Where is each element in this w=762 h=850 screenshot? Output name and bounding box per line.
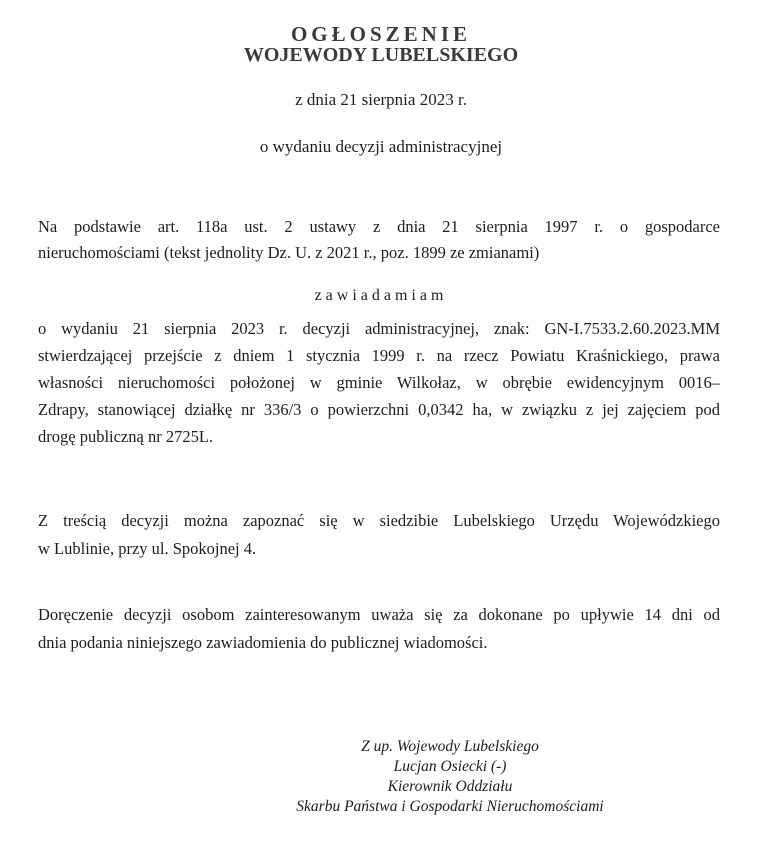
delivery-info-line: dnia podania niniejszego zawiadomienia do publicznej wiadomości. xyxy=(38,633,488,652)
document-issuer: WOJEWODY LUBELSKIEGO xyxy=(243,44,519,66)
decision-line: Zdrapy, stanowiącej działkę nr 336/3 o powierzchni 0,0342 ha, w związku z jej zajęciem pod xyxy=(38,400,720,419)
legal-basis-line: Na podstawie art. 118a ust. 2 ustawy z dnia 21 sierpnia 1997 r. o gospodarce xyxy=(38,217,720,236)
signature-authority: Z up. Wojewody Lubelskiego xyxy=(361,738,539,755)
legal-basis-line: nieruchomościami (tekst jednolity Dz. U. z 2021 r., poz. 1899 ze zmianami) xyxy=(38,243,540,262)
decision-line: o wydaniu 21 sierpnia 2023 r. decyzji administracyjnej, znak: GN-I.7533.2.60.2023.MM xyxy=(38,319,720,338)
delivery-info-paragraph xyxy=(38,601,720,657)
decision-line: własności nieruchomości położonej w gminie Wilkołaz, w obrębie ewidencyjnym 0016– xyxy=(38,373,720,392)
decision-paragraph xyxy=(38,315,720,450)
decision-line: drogę publiczną nr 2725L. xyxy=(38,427,214,446)
document-subject: o wydaniu decyzji administracyjnej xyxy=(259,137,503,156)
delivery-info-line: Doręczenie decyzji osobom zainteresowanym uważa się za dokonane po upływie 14 dni od xyxy=(38,605,720,624)
access-info-paragraph xyxy=(38,507,720,563)
signature-position: Kierownik Oddziału xyxy=(387,778,513,795)
signature-department: Skarbu Państwa i Gospodarki Nieruchomościami xyxy=(296,798,604,815)
access-info-line: w Lublinie, przy ul. Spokojnej 4. xyxy=(38,539,257,558)
legal-basis-paragraph xyxy=(38,214,720,266)
signature-block xyxy=(270,737,630,817)
document-title: OGŁOSZENIE xyxy=(290,22,472,46)
access-info-line: Z treścią decyzji można zapoznać się w siedzibie Lubelskiego Urzędu Wojewódzkiego xyxy=(38,511,720,530)
document-date: z dnia 21 sierpnia 2023 r. xyxy=(295,90,467,109)
notify-heading: zawiadamiam xyxy=(314,287,448,304)
decision-line: stwierdzającej przejście z dniem 1 stycznia 1999 r. na rzecz Powiatu Kraśnickiego, prawa xyxy=(38,346,720,365)
signature-name: Lucjan Osiecki (-) xyxy=(393,758,507,775)
